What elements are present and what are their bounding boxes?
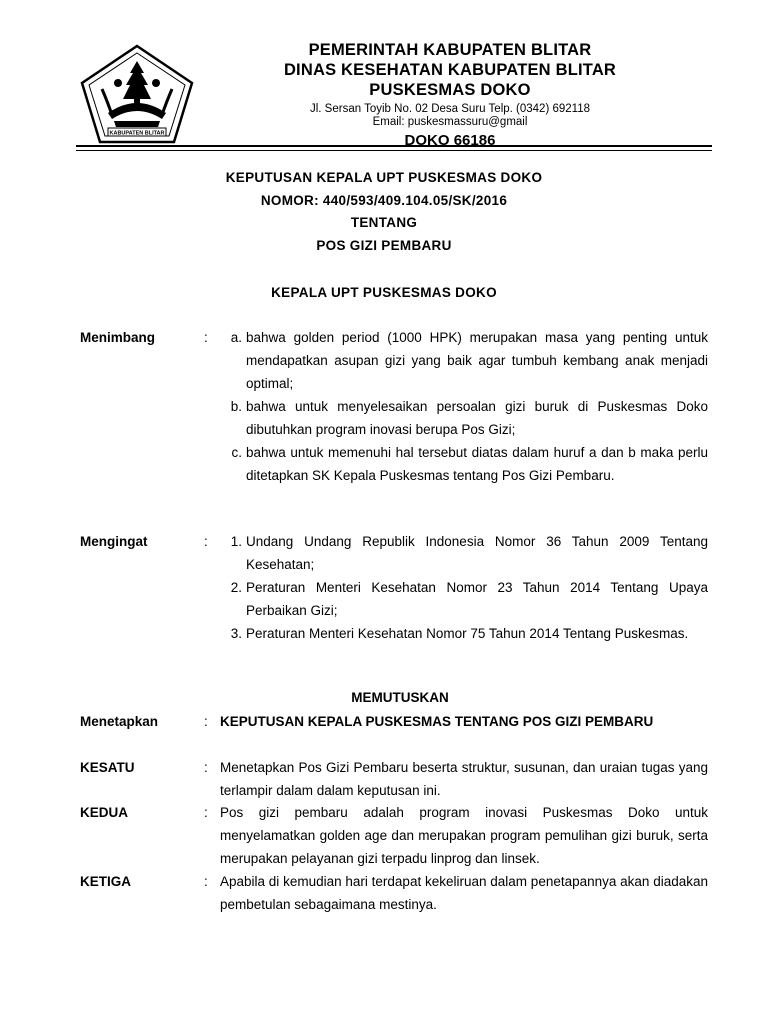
kesatu-label: KESATU: [80, 760, 135, 775]
list-item: b. bahwa untuk menyelesaikan persoalan gizi buruk di Puskesmas Doko dibutuhkan program inovasi berupa Pos Gizi;: [230, 399, 708, 437]
letterhead-rule-thin: [76, 150, 712, 151]
decision-heading: MEMUTUSKAN: [351, 690, 449, 705]
kedua-text: Pos gizi pembaru adalah program inovasi Puskesmas Doko untuk menyelamatkan golden age dan merupakan program pemulihan gizi buruk, serta merupakan pelayanan gizi terpadu linprog dan linsek.: [220, 805, 708, 866]
decree-official: KEPALA UPT PUSKESMAS DOKO: [271, 285, 497, 300]
section-menimbang: [80, 326, 708, 487]
mengingat-label: Mengingat: [80, 534, 148, 549]
menetapkan-text: KEPUTUSAN KEPALA PUSKESMAS TENTANG POS GIZI PEMBARU: [220, 714, 654, 729]
decree-title: KEPUTUSAN KEPALA UPT PUSKESMAS DOKO: [225, 170, 543, 185]
letterhead-rule-thick: [76, 145, 712, 147]
section-ketiga: [80, 870, 708, 916]
decree-subject: POS GIZI PEMBARU: [316, 238, 452, 253]
ketiga-colon: :: [204, 874, 208, 889]
list-item: c. bahwa untuk memenuhi hal tersebut diatas dalam huruf a dan b maka perlu ditetapkan SK Kepala Puskesmas tentang Pos Gizi Pembaru.: [231, 445, 708, 483]
kesatu-colon: :: [204, 760, 208, 775]
letterhead-email: Email: puskesmassuru@gmail: [372, 116, 528, 128]
kesatu-text: Menetapkan Pos Gizi Pembaru beserta struktur, susunan, dan uraian tugas yang terlampir dalam dalam keputusan ini.: [220, 760, 708, 798]
decree-number: NOMOR: 440/593/409.104.05/SK/2016: [260, 193, 508, 208]
section-mengingat: [80, 530, 708, 645]
section-menetapkan: [80, 710, 708, 733]
letterhead: [200, 40, 700, 151]
letterhead-government: PEMERINTAH KABUPATEN BLITAR: [308, 41, 592, 59]
regency-emblem-logo: [78, 43, 196, 145]
letterhead-postal: DOKO 66186: [404, 132, 496, 149]
logo-caption: KABUPATEN BLITAR: [109, 130, 165, 137]
list-item: 2. Peraturan Menteri Kesehatan Nomor 23 Tahun 2014 Tentang Upaya Perbaikan Gizi;: [230, 580, 708, 618]
ketiga-text: Apabila di kemudian hari terdapat kekeliruan dalam penetapannya akan diadakan pembetulan sebagaimana mestinya.: [220, 874, 708, 912]
menetapkan-label: Menetapkan: [80, 714, 159, 729]
list-item: 1. Undang Undang Republik Indonesia Nomor 36 Tahun 2009 Tentang Kesehatan;: [230, 534, 708, 572]
menetapkan-colon: :: [204, 714, 208, 729]
menimbang-colon: :: [204, 330, 208, 345]
letterhead-department: DINAS KESEHATAN KABUPATEN BLITAR: [283, 61, 617, 79]
kedua-label: KEDUA: [80, 805, 129, 820]
letterhead-institution: PUSKESMAS DOKO: [369, 81, 531, 99]
section-kesatu: [80, 756, 708, 802]
letterhead-address: Jl. Sersan Toyib No. 02 Desa Suru Telp. (0342) 692118: [309, 103, 590, 115]
section-kedua: [80, 801, 708, 870]
list-item: 3. Peraturan Menteri Kesehatan Nomor 75 Tahun 2014 Tentang Puskesmas.: [230, 626, 689, 641]
mengingat-colon: :: [204, 534, 208, 549]
decree-about: TENTANG: [350, 215, 418, 230]
ketiga-label: KETIGA: [80, 874, 132, 889]
kedua-colon: :: [204, 805, 208, 820]
list-item: a. bahwa golden period (1000 HPK) merupakan masa yang penting untuk mendapatkan asupan gizi yang baik agar tumbuh kembang anak menjadi optimal;: [230, 330, 708, 391]
menimbang-label: Menimbang: [80, 330, 156, 345]
